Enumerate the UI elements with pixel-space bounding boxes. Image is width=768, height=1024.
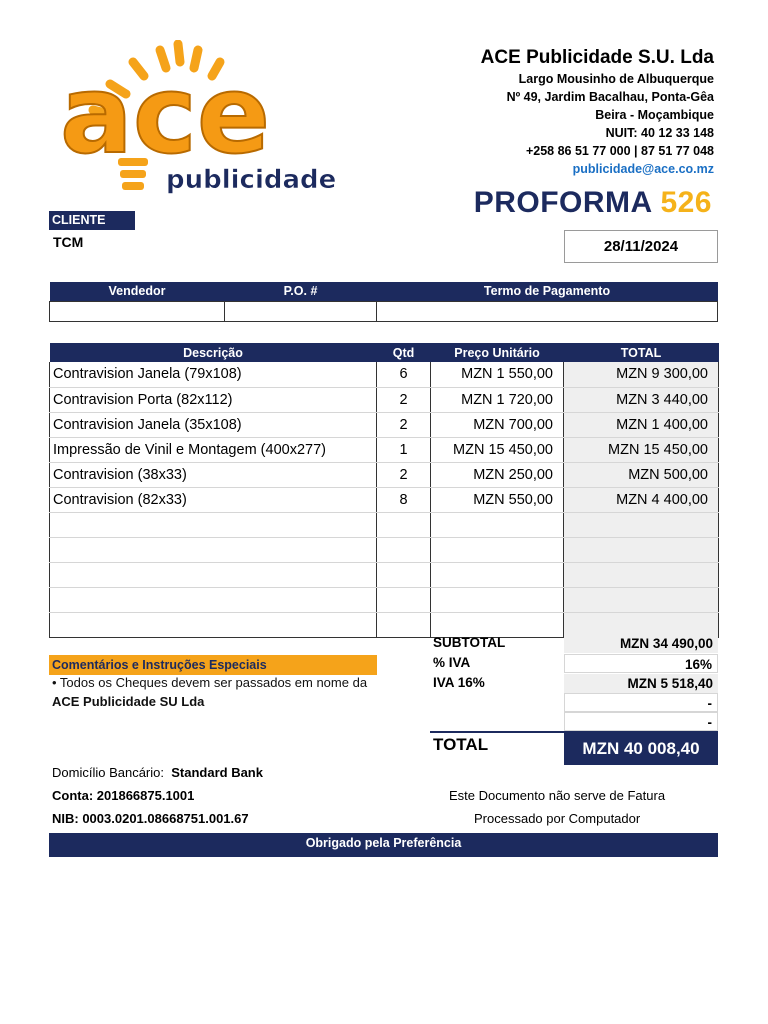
comments-label: Comentários e Instruções Especiais xyxy=(49,655,377,675)
item-description: Contravision Janela (35x108) xyxy=(50,412,377,437)
item-description: Impressão de Vinil e Montagem (400x277) xyxy=(50,437,377,462)
table-row xyxy=(50,437,719,462)
ace-logo-graphic xyxy=(48,40,348,210)
client-name: TCM xyxy=(53,234,84,250)
computer-processed-note: Processado por Computador xyxy=(474,811,641,826)
total-header: TOTAL xyxy=(564,343,719,362)
logo-sub-text: publicidade xyxy=(166,165,337,195)
document-title-text: PROFORMA xyxy=(473,186,652,219)
total-value: MZN 40 008,40 xyxy=(564,733,718,765)
table-row xyxy=(50,462,719,487)
table-row xyxy=(50,537,719,562)
item-description: Contravision (38x33) xyxy=(50,462,377,487)
item-unit-price: MZN 700,00 xyxy=(431,412,564,437)
bank-line xyxy=(52,765,263,780)
comments-text xyxy=(52,674,382,711)
table-row xyxy=(50,512,719,537)
item-description xyxy=(50,537,377,562)
company-nuit: NUIT: 40 12 33 148 xyxy=(605,126,714,140)
subtotal-label: SUBTOTAL xyxy=(433,635,506,650)
item-qty: 2 xyxy=(377,387,431,412)
bank-nib: NIB: 0003.0201.08668751.001.67 xyxy=(52,811,249,826)
vendor-cell xyxy=(50,301,225,321)
item-total: MZN 500,00 xyxy=(564,462,719,487)
item-total xyxy=(564,512,719,537)
item-description: Contravision (82x33) xyxy=(50,487,377,512)
item-qty: 2 xyxy=(377,462,431,487)
qty-header: Qtd xyxy=(377,343,431,362)
client-label: CLIENTE xyxy=(49,211,135,230)
item-qty xyxy=(377,512,431,537)
payment-term-cell xyxy=(377,301,718,321)
iva-rate-label: % IVA xyxy=(433,655,471,670)
iva-value: MZN 5 518,40 xyxy=(564,674,718,693)
bank-name: Standard Bank xyxy=(171,765,263,780)
item-description: Contravision Janela (79x108) xyxy=(50,362,377,387)
document-title xyxy=(474,186,712,220)
footer-thanks: Obrigado pela Preferência xyxy=(49,833,718,857)
item-unit-price: MZN 550,00 xyxy=(431,487,564,512)
item-description xyxy=(50,612,377,637)
po-cell xyxy=(225,301,377,321)
item-qty: 2 xyxy=(377,412,431,437)
ace-logo xyxy=(48,40,348,210)
total-label: TOTAL xyxy=(433,735,489,754)
item-total: MZN 15 450,00 xyxy=(564,437,719,462)
item-unit-price xyxy=(431,537,564,562)
table-row xyxy=(50,587,719,612)
company-phone: +258 86 51 77 000 | 87 51 77 048 xyxy=(525,144,714,158)
item-total: MZN 9 300,00 xyxy=(564,362,719,387)
company-info xyxy=(374,46,714,178)
item-unit-price: MZN 250,00 xyxy=(431,462,564,487)
item-qty xyxy=(377,562,431,587)
item-qty: 8 xyxy=(377,487,431,512)
subtotal-value: MZN 34 490,00 xyxy=(564,634,718,653)
item-description xyxy=(50,562,377,587)
item-qty xyxy=(377,612,431,637)
company-address-1: Largo Mousinho de Albuquerque xyxy=(518,72,714,86)
logo-main-text: ace xyxy=(60,53,271,178)
item-total xyxy=(564,587,719,612)
company-address-3: Beira - Moçambique xyxy=(595,108,714,122)
comments-text-company: ACE Publicidade SU Lda xyxy=(52,693,205,709)
iva-label: IVA 16% xyxy=(433,675,485,690)
table-row xyxy=(50,362,719,387)
company-name: ACE Publicidade S.U. Lda xyxy=(480,47,714,68)
description-header: Descrição xyxy=(50,343,377,362)
item-description: Contravision Porta (82x112) xyxy=(50,387,377,412)
extra-charge-1: - xyxy=(564,693,718,712)
item-total xyxy=(564,537,719,562)
table-row xyxy=(50,412,719,437)
item-unit-price xyxy=(431,587,564,612)
item-qty xyxy=(377,537,431,562)
item-total xyxy=(564,562,719,587)
item-description xyxy=(50,587,377,612)
company-email-link[interactable]: publicidade@ace.co.mz xyxy=(572,162,714,176)
item-unit-price: MZN 1 550,00 xyxy=(431,362,564,387)
item-total: MZN 1 400,00 xyxy=(564,412,719,437)
item-qty: 6 xyxy=(377,362,431,387)
bank-account: Conta: 201866875.1001 xyxy=(52,788,195,803)
table-row xyxy=(50,562,719,587)
item-unit-price: MZN 1 720,00 xyxy=(431,387,564,412)
item-total: MZN 3 440,00 xyxy=(564,387,719,412)
item-unit-price xyxy=(431,562,564,587)
item-qty xyxy=(377,587,431,612)
vendor-header: Vendedor xyxy=(50,282,225,301)
payment-term-header: Termo de Pagamento xyxy=(377,282,718,301)
item-unit-price: MZN 15 450,00 xyxy=(431,437,564,462)
table-row xyxy=(50,487,719,512)
table-row xyxy=(50,387,719,412)
items-table xyxy=(49,343,718,638)
comments-text-prefix: • Todos os Cheques devem ser passados em nome da xyxy=(52,675,368,690)
not-invoice-note: Este Documento não serve de Fatura xyxy=(449,788,666,803)
document-number: 526 xyxy=(660,186,712,219)
item-unit-price xyxy=(431,512,564,537)
unit-price-header: Preço Unitário xyxy=(431,343,564,362)
item-qty: 1 xyxy=(377,437,431,462)
bank-label: Domicílio Bancário: xyxy=(52,765,164,780)
vendor-table xyxy=(49,282,718,322)
extra-charge-2: - xyxy=(564,712,718,731)
item-unit-price xyxy=(431,612,564,637)
iva-rate-value: 16% xyxy=(564,654,718,673)
item-description xyxy=(50,512,377,537)
po-header: P.O. # xyxy=(225,282,377,301)
document-date: 28/11/2024 xyxy=(564,230,718,263)
item-total: MZN 4 400,00 xyxy=(564,487,719,512)
company-address-2: Nº 49, Jardim Bacalhau, Ponta-Gêa xyxy=(506,90,714,104)
